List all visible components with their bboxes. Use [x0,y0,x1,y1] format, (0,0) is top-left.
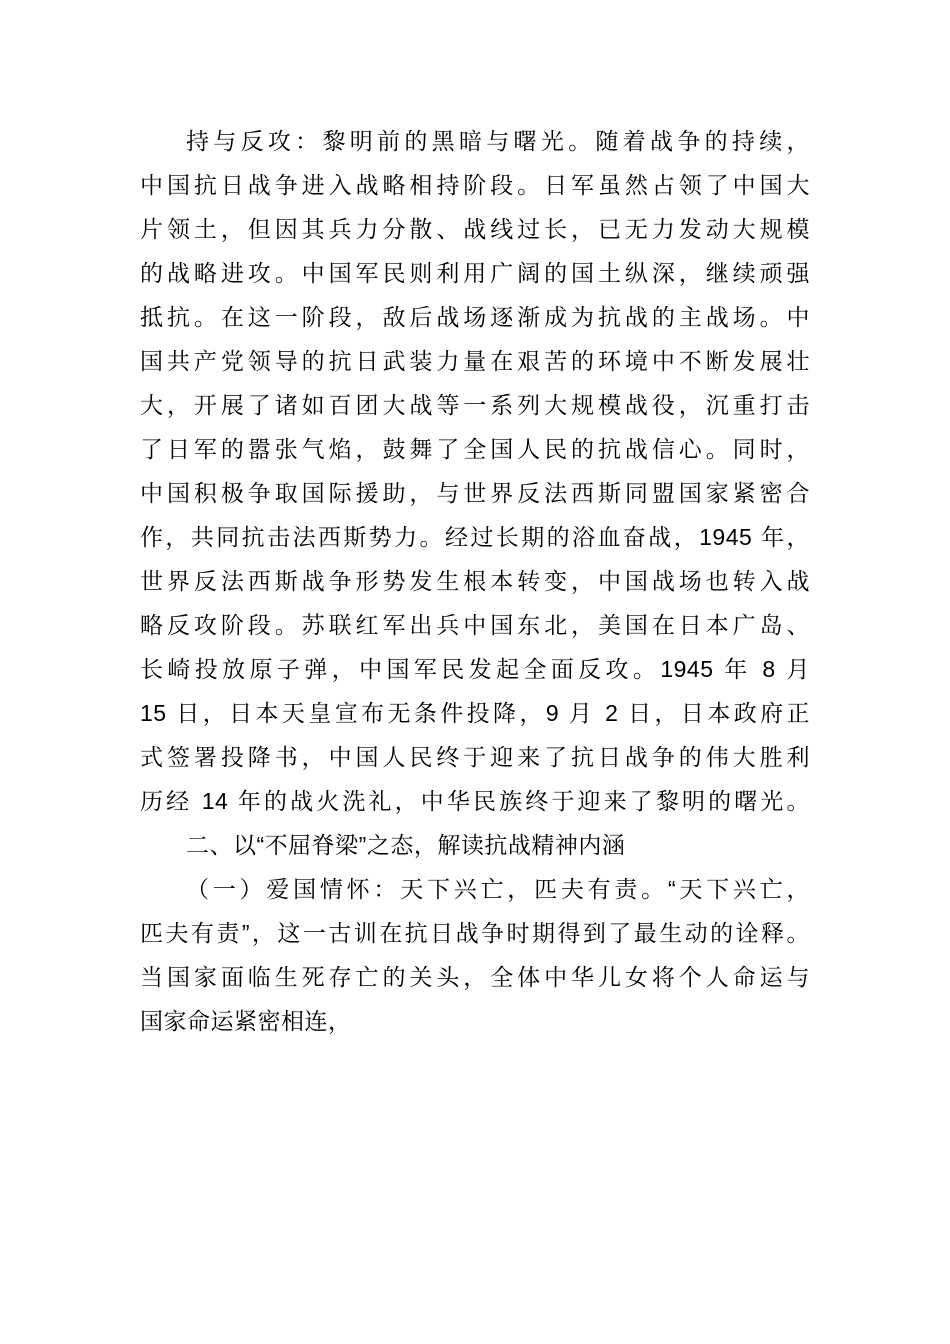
text-line: （一）爱国情怀：天下兴亡，匹夫有责。“天下兴亡， [186,876,810,902]
text-line: 15 日，日本天皇宣布无条件投降，9 月 2 日，日本政府正 [140,700,810,726]
text-line: 抵抗。在这一阶段，敌后战场逐渐成为抗战的主战场。中 [140,304,810,330]
text-line: 作，共同抗击法西斯势力。经过长期的浴血奋战，1945 年， [140,524,810,550]
text-line: 当国家面临生死存亡的关头，全体中华儿女将个人命运与 [140,964,810,990]
text-line: 片领土，但因其兵力分散、战线过长，已无力发动大规模 [140,216,810,242]
paragraph-stalemate-and-counteroffensive [140,119,810,823]
text-line: 了日军的嚣张气焰，鼓舞了全国人民的抗战信心。同时， [140,436,810,462]
text-line: 国家命运紧密相连， [140,1008,352,1034]
text-line: 匹夫有责”，这一古训在抗日战争时期得到了最生动的诠释。 [140,920,810,946]
text-line: 中国抗日战争进入战略相持阶段。日军虽然占领了中国大 [140,172,810,198]
text-line: 中国积极争取国际援助，与世界反法西斯同盟国家紧密合 [140,480,810,506]
text-line: 大，开展了诸如百团大战等一系列大规模战役，沉重打击 [140,392,810,418]
text-line: 式签署投降书，中国人民终于迎来了抗日战争的伟大胜利 [140,744,810,770]
document-body [140,119,810,1043]
text-line: 持与反攻：黎明前的黑暗与曙光。随着战争的持续， [186,128,810,154]
text-line: 国共产党领导的抗日武装力量在艰苦的环境中不断发展壮 [140,348,810,374]
text-line: 长崎投放原子弹，中国军民发起全面反攻。1945 年 8 月 [140,656,810,682]
section-heading-2 [140,823,810,867]
paragraph-patriotic-sentiment [140,867,810,1043]
text-line: 世界反法西斯战争形势发生根本转变，中国战场也转入战 [140,568,810,594]
section-heading-line: 二、以“不屈脊梁”之态，解读抗战精神内涵 [186,832,626,858]
text-line: 略反攻阶段。苏联红军出兵中国东北，美国在日本广岛、 [140,612,810,638]
text-line: 历经 14 年的战火洗礼，中华民族终于迎来了黎明的曙光。 [140,788,810,814]
text-line: 的战略进攻。中国军民则利用广阔的国土纵深，继续顽强 [140,260,810,286]
